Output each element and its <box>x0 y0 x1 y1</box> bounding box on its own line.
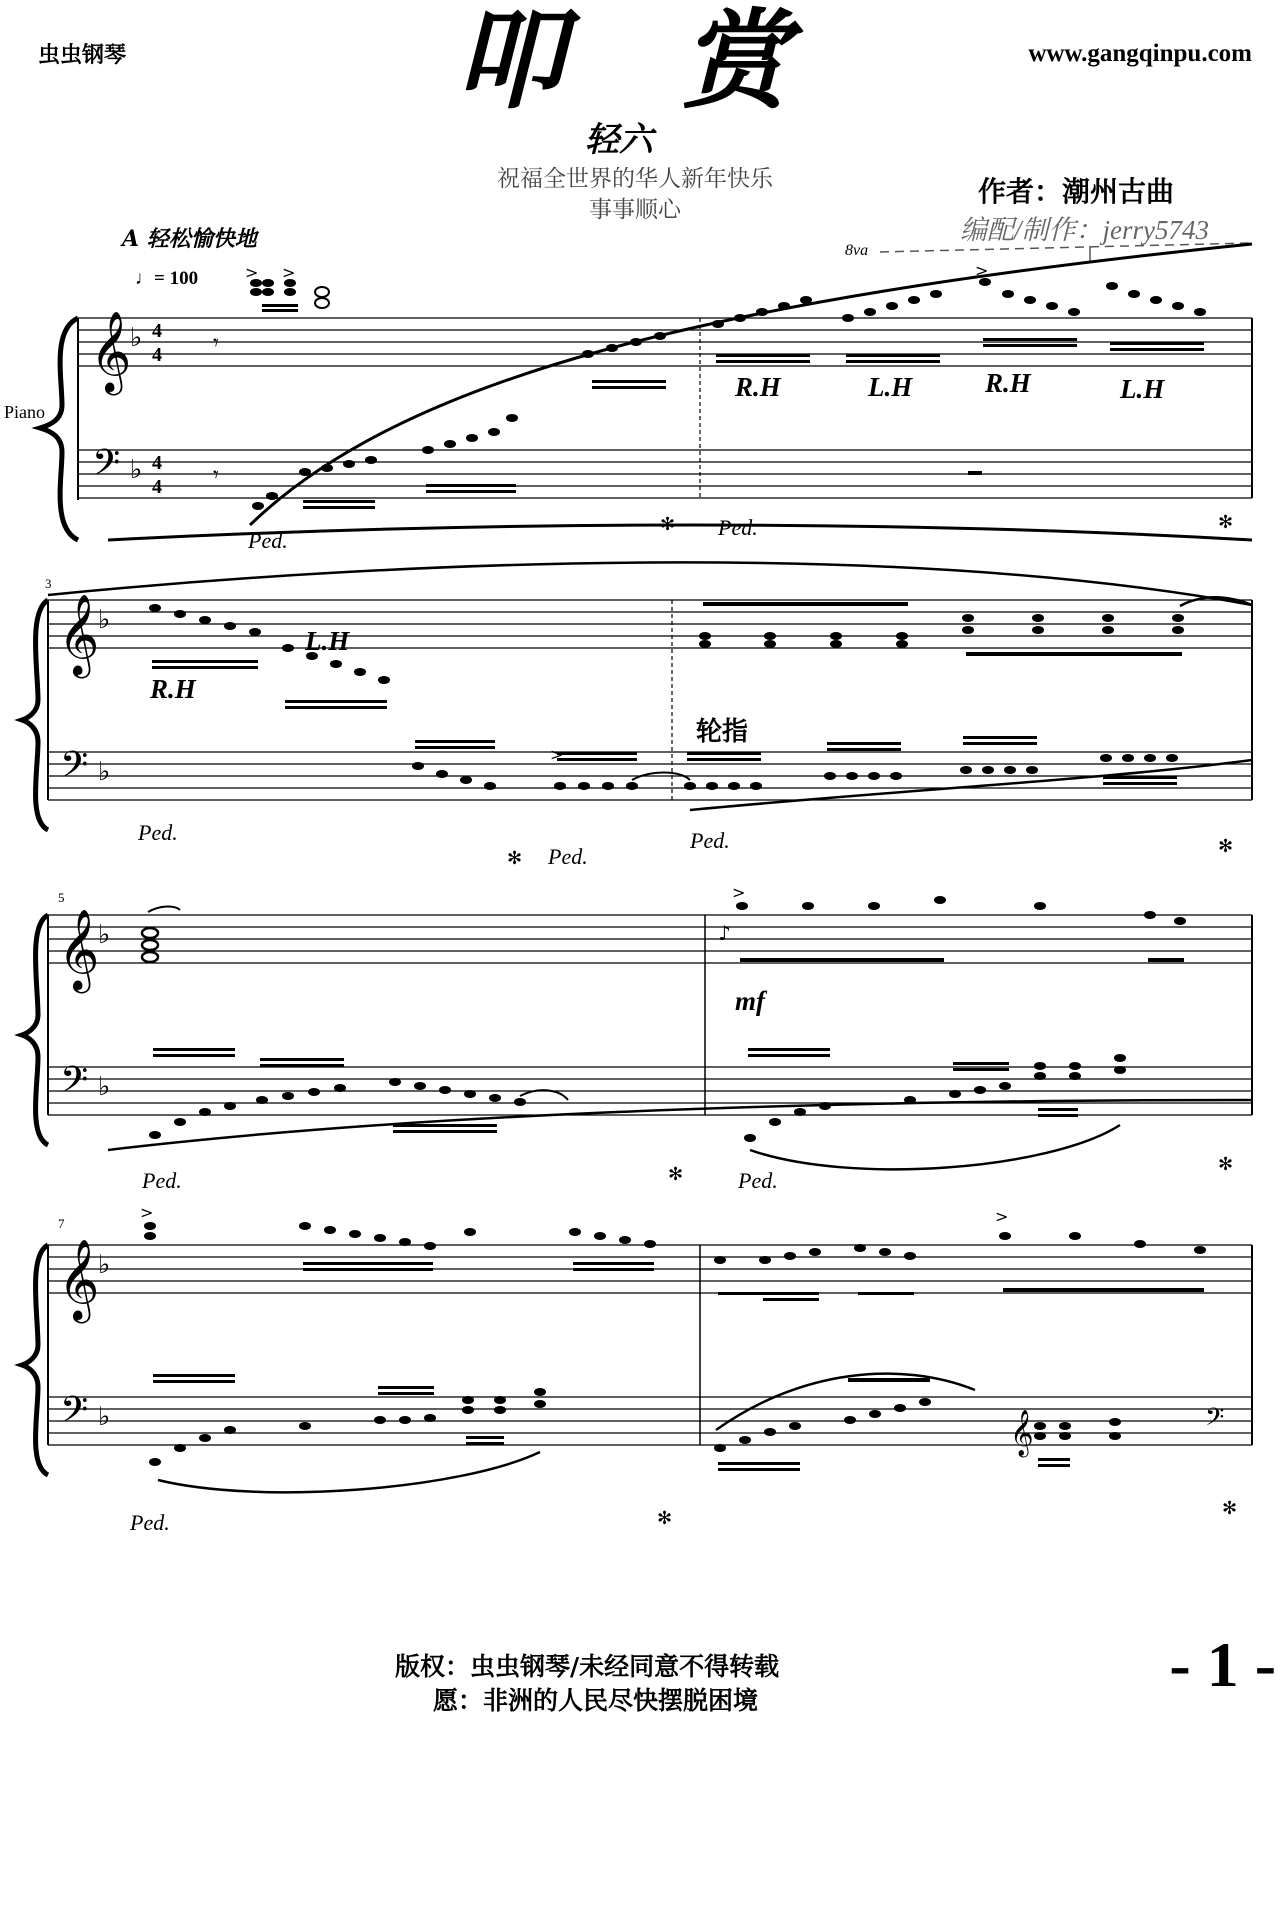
dedication-line-2: 事事顺心 <box>589 197 681 224</box>
pedal-mark: Ped. <box>130 1510 170 1535</box>
brand-name: 虫虫钢琴 <box>38 43 127 68</box>
flat-icon: ♭ <box>98 1250 111 1280</box>
measure-number: 7 <box>58 1216 65 1231</box>
notes-m7-lh <box>149 1388 546 1466</box>
svg-text:>: > <box>245 263 259 282</box>
pedal-release: ✻ <box>657 1508 673 1529</box>
treble-clef-icon: 𝄞 <box>58 593 100 675</box>
octave-mark: 8va <box>845 242 869 259</box>
pedal-release: ✻ <box>1222 1498 1238 1519</box>
system-1 <box>0 240 1280 553</box>
pedal-mark: Ped. <box>548 844 588 869</box>
website-url[interactable]: www.gangqinpu.com <box>1028 40 1252 67</box>
svg-text:𝄾: 𝄾 <box>213 463 219 488</box>
measure-number: 5 <box>58 890 65 905</box>
pedal-release: ✻ <box>668 1164 684 1185</box>
treble-clef-icon: 𝄞 <box>1010 1410 1034 1456</box>
bass-clef-icon: 𝄢 <box>60 1389 89 1440</box>
dynamic-mark: mf <box>735 986 765 1016</box>
svg-text:4: 4 <box>152 476 162 498</box>
pedal-mark: Ped. <box>738 1168 778 1193</box>
flat-icon: ♭ <box>98 757 111 787</box>
hand-label-rh: R.H <box>150 674 196 704</box>
treble-staff <box>78 318 1252 366</box>
notes-m2-rh <box>712 278 1206 328</box>
pedal-mark: Ped. <box>690 828 730 853</box>
notes-m1-rh <box>250 279 329 308</box>
svg-text:4: 4 <box>152 344 162 366</box>
hand-label-lh: L.H <box>305 626 350 656</box>
arranger: 编配/制作：jerry5743 <box>960 215 1209 245</box>
bass-clef-icon: 𝄢 <box>92 442 121 493</box>
notes-m3-m4-lh <box>412 754 1178 790</box>
flat-icon: ♭ <box>98 1072 111 1102</box>
treble-clef-icon: 𝄞 <box>90 310 132 392</box>
copyright-notice: 版权：虫虫钢琴/未经同意不得转载 <box>395 1652 780 1681</box>
system-3 <box>0 880 1280 1193</box>
bass-clef-icon: 𝄢 <box>60 1059 89 1110</box>
notes-m8-lh <box>714 1398 1121 1452</box>
svg-text:>: > <box>975 261 989 280</box>
tempo-mark: ♩= 100 <box>135 268 199 289</box>
pedal-release: ✻ <box>1218 836 1234 857</box>
svg-text:𝄾: 𝄾 <box>213 331 219 356</box>
flat-icon: ♭ <box>130 455 143 485</box>
system-2 <box>0 560 1280 869</box>
svg-text:4: 4 <box>152 320 162 342</box>
instrument-name: Piano <box>4 402 46 422</box>
pedal-mark: Ped. <box>718 515 758 540</box>
bass-staff <box>48 1397 1252 1445</box>
svg-text:>: > <box>282 263 296 282</box>
flat-icon: ♭ <box>98 920 111 950</box>
pedal-mark: Ped. <box>138 820 178 845</box>
section-mark: A 轻松愉快地 <box>122 226 257 252</box>
flat-icon: ♭ <box>130 323 143 353</box>
svg-text:4: 4 <box>152 452 162 474</box>
hand-label-rh: R.H <box>985 368 1031 398</box>
footer <box>395 1650 895 1718</box>
notes-m8-rh <box>714 1232 1206 1264</box>
bass-staff <box>48 752 1252 800</box>
pedal-mark: Ped. <box>248 528 288 553</box>
pedal-release: ✻ <box>1218 512 1234 533</box>
dedication <box>445 164 825 226</box>
svg-text:♪: ♪ <box>718 921 731 945</box>
system-4 <box>0 1200 1280 1540</box>
hand-label-lh: L.H <box>868 372 913 402</box>
treble-clef-icon: 𝄞 <box>58 908 100 990</box>
notes-m4-rh <box>699 614 1184 648</box>
flat-icon: ♭ <box>98 605 111 635</box>
treble-staff <box>48 915 1252 963</box>
svg-text:>: > <box>732 883 746 902</box>
pedal-release: ✻ <box>507 848 523 869</box>
notes-m6-rh <box>736 896 1186 925</box>
subtitle: 轻六 <box>585 120 653 160</box>
page-number: - 1 - <box>1169 1629 1276 1700</box>
treble-clef-icon: 𝄞 <box>58 1238 100 1320</box>
composer: 作者：潮州古曲 <box>978 175 1175 208</box>
bass-clef-icon: 𝄢 <box>1205 1403 1225 1438</box>
hand-label-rh: R.H <box>735 372 781 402</box>
svg-text:>: > <box>995 1207 1009 1226</box>
bass-clef-icon: 𝄢 <box>60 744 89 795</box>
footer-wish: 愿：非洲的人民尽快摆脱困境 <box>433 1685 759 1715</box>
hand-label-lh: L.H <box>1120 374 1165 404</box>
bass-staff <box>78 450 1252 498</box>
flat-icon: ♭ <box>98 1402 111 1432</box>
measure-number: 3 <box>45 576 52 591</box>
notes-m5-lh <box>149 1078 526 1139</box>
time-signature <box>152 320 162 498</box>
page-title: 叩 赏 <box>455 0 829 124</box>
pedal-release: ✻ <box>1218 1154 1234 1175</box>
svg-text:>: > <box>550 745 564 764</box>
technique-mark: 轮指 <box>696 717 749 747</box>
pedal-mark: Ped. <box>142 1168 182 1193</box>
notes-m7-rh <box>144 1222 656 1250</box>
dedication-line-1: 祝福全世界的华人新年快乐 <box>497 166 773 192</box>
notes-m3-rh <box>149 604 390 684</box>
notes-m5-rh <box>142 928 158 962</box>
pedal-release: ✻ <box>660 514 676 535</box>
svg-text:>: > <box>140 1203 154 1222</box>
